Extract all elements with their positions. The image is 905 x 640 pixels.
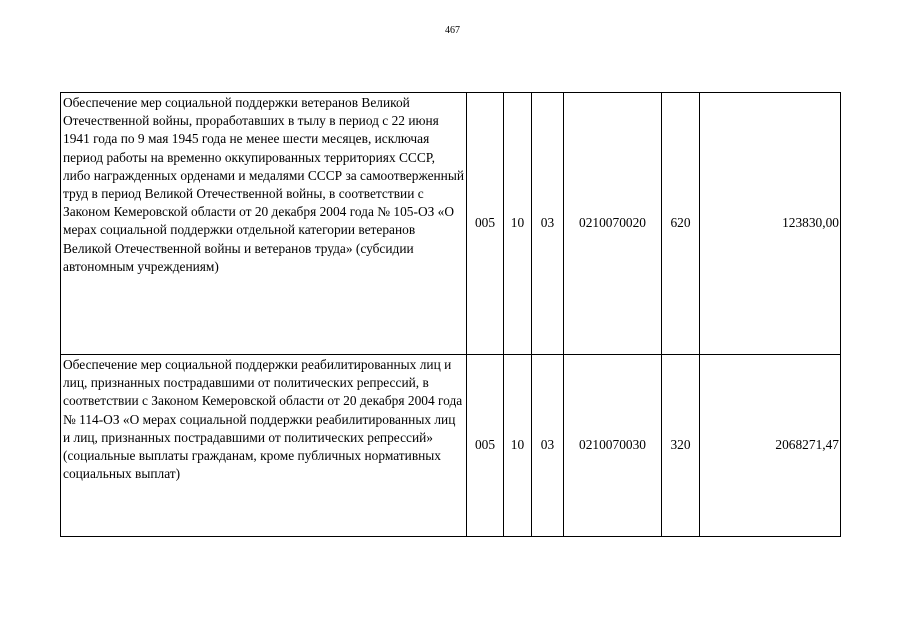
page-number: 467: [445, 25, 460, 36]
subsection-code: 03: [532, 355, 564, 537]
row-description: Обеспечение мер социальной поддержки реабилитированных лиц и лиц, признанных пострадавшими от политических репрессий, в соответствии с Законом Кемеровской области от 20 декабря 2004 года № 114-ОЗ «О мерах социальной поддержки реабилитированных лиц и лиц, признанных пострадавшими от политических репрессий» (социальные выплаты гражданам, кроме публичных нормативных социальных выплат): [61, 355, 467, 537]
target-article-code: 0210070020: [564, 93, 662, 355]
expense-type-code: 320: [662, 355, 700, 537]
amount: 2068271,47: [700, 355, 841, 537]
ministry-code: 005: [467, 93, 504, 355]
budget-table: [60, 92, 841, 537]
table-row: [61, 93, 841, 355]
expense-type-code: 620: [662, 93, 700, 355]
ministry-code: 005: [467, 355, 504, 537]
section-code: 10: [504, 93, 532, 355]
table-row: [61, 355, 841, 537]
amount: 123830,00: [700, 93, 841, 355]
subsection-code: 03: [532, 93, 564, 355]
target-article-code: 0210070030: [564, 355, 662, 537]
section-code: 10: [504, 355, 532, 537]
row-description: Обеспечение мер социальной поддержки ветеранов Великой Отечественной войны, проработавших в тылу в период с 22 июня 1941 года по 9 мая 1945 года не менее шести месяцев, исключая период работы на временно оккупированных территориях СССР, либо награжденных орденами и медалями СССР за самоотверженный труд в период Великой Отечественной войны, в соответствии с Законом Кемеровской области от 20 декабря 2004 года № 105-ОЗ «О мерах социальной поддержки отдельной категории ветеранов Великой Отечественной войны и ветеранов труда» (субсидии автономным учреждениям): [61, 93, 467, 355]
